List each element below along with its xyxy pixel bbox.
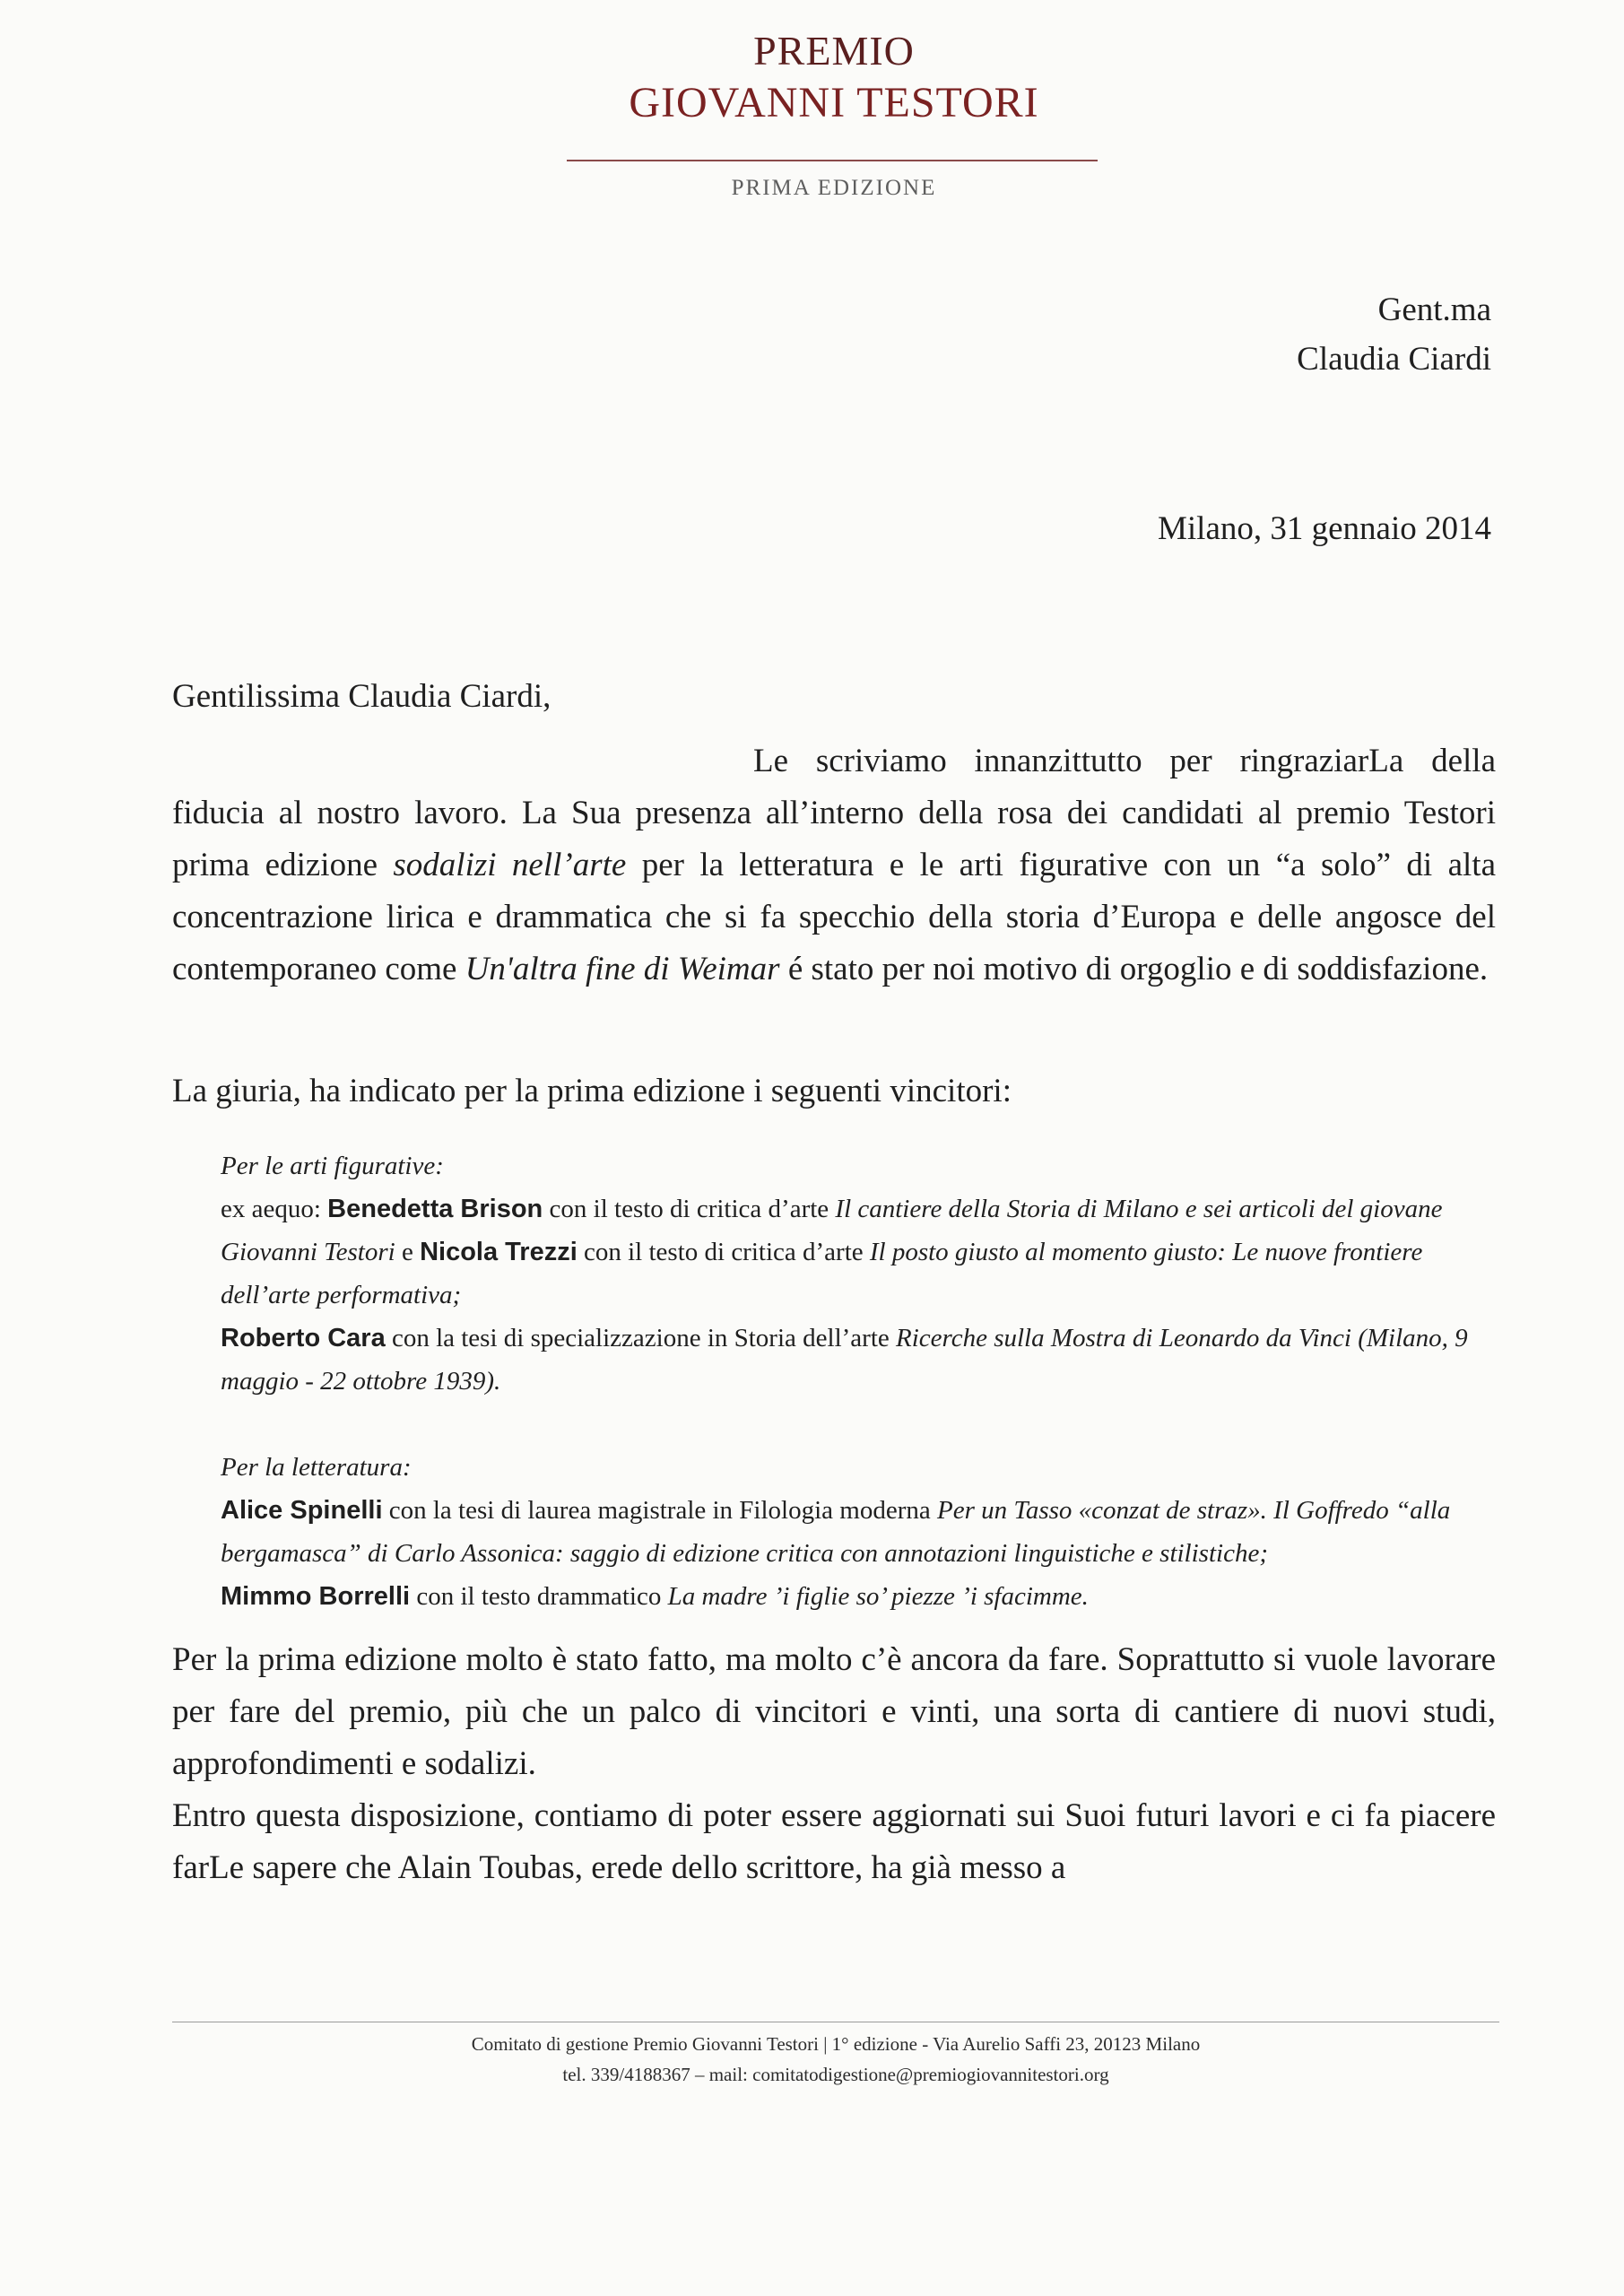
winner-desc: con il testo di critica d’arte: [577, 1238, 870, 1266]
recipient-block: [1297, 285, 1491, 384]
arts-winners: [221, 1144, 1494, 1403]
greeting: Gentilissima Claudia Ciardi,: [172, 678, 551, 715]
winner-desc: con la tesi di specializzazione in Storia dell’arte: [385, 1324, 896, 1352]
letterhead-line1: PREMIO: [753, 28, 915, 74]
letter-date: Milano, 31 gennaio 2014: [1157, 510, 1491, 547]
winner-desc: con il testo drammatico: [410, 1582, 668, 1611]
winner-name: Benedetta Brison: [327, 1195, 543, 1223]
letterhead-line2: GIOVANNI TESTORI: [629, 79, 1039, 126]
arts-winner-entry-2: [221, 1317, 1494, 1403]
footer-address: Comitato di gestione Premio Giovanni Testori | 1° edizione - Via Aurelio Saffi 23, 20123 Milano: [471, 2033, 1201, 2055]
winner-name: Nicola Trezzi: [420, 1238, 578, 1266]
literature-winner-entry-1: [221, 1489, 1494, 1575]
literature-winner-entry-2: [221, 1575, 1494, 1618]
letterhead-rule: [567, 160, 1098, 161]
jury-intro: La giuria, ha indicato per la prima edizione i seguenti vincitori:: [172, 1073, 1012, 1109]
arts-label: Per le arti figurative:: [221, 1152, 444, 1180]
intro-work-title-1: sodalizi nell’arte: [393, 847, 627, 883]
literature-winners: [221, 1446, 1494, 1618]
recipient-name: Claudia Ciardi: [1297, 341, 1491, 378]
winner-desc: con il testo di critica d’arte: [543, 1195, 836, 1223]
intro-text-2: per la letteratura e le arti figurative con un “a solo” di alta concentrazione lirica e drammatica che si fa specchio della storia d’Europa e delle angosce del contemporaneo come: [172, 847, 1496, 987]
closing-paragraph-2: Entro questa disposizione, contiamo di poter essere aggiornati sui Suoi futuri lavori e ci fa piacere farLe sapere che Alain Toubas, erede dello scrittore, ha già messo a: [172, 1797, 1496, 1886]
footer: [172, 2029, 1499, 2090]
footer-contact: tel. 339/4188367 – mail: comitatodigestione@premiogiovannitestori.org: [562, 2064, 1109, 2085]
letterhead-subtitle: PRIMA EDIZIONE: [731, 176, 937, 200]
conjunction: e: [395, 1238, 421, 1266]
winner-work-title: La madre ’i figlie so’ piezze ’i sfacimme.: [667, 1582, 1089, 1611]
intro-paragraph: [172, 735, 1496, 996]
literature-label: Per la letteratura:: [221, 1453, 412, 1482]
winner-name: Roberto Cara: [221, 1324, 386, 1352]
closing-paragraphs: [172, 1634, 1496, 1894]
arts-winner-entry-1: [221, 1187, 1494, 1317]
intro-text-3: é stato per noi motivo di orgoglio e di soddisfazione.: [779, 951, 1489, 987]
letterhead: [538, 25, 1130, 200]
intro-work-title-2: Un'altra fine di Weimar: [465, 951, 780, 987]
winner-name: Mimmo Borrelli: [221, 1582, 411, 1611]
winner-work-title: Ricerche sulla Mostra di Leonardo da Vinci (Milano, 9 maggio - 22 ottobre 1939).: [221, 1324, 1468, 1396]
winner-name: Alice Spinelli: [221, 1496, 383, 1525]
exaequo-label: ex aequo:: [221, 1195, 328, 1223]
winner-work-title: Il posto giusto al momento giusto: Le nuove frontiere dell’arte performativa;: [221, 1238, 1423, 1309]
winner-work-title: Il cantiere della Storia di Milano e sei articoli del giovane Giovanni Testori: [221, 1195, 1443, 1266]
intro-text-1: Le scriviamo innanzittutto per ringraziarLa della fiducia al nostro lavoro. La Sua presenza all’interno della rosa dei candidati al premio Testori prima edizione: [172, 743, 1496, 883]
closing-paragraph-1: Per la prima edizione molto è stato fatto, ma molto c’è ancora da fare. Soprattutto si vuole lavorare per fare del premio, più che un palco di vincitori e vinti, una sorta di cantiere di nuovi studi, approfondimenti e sodalizi.: [172, 1641, 1496, 1782]
winner-desc: con la tesi di laurea magistrale in Filologia moderna: [382, 1496, 937, 1525]
winner-work-title: Per un Tasso «conzat de straz». Il Goffredo “alla bergamasca” di Carlo Assonica: saggio di edizione critica con annotazioni linguistiche e stilistiche;: [221, 1496, 1451, 1568]
recipient-salutation: Gent.ma: [1377, 291, 1491, 328]
